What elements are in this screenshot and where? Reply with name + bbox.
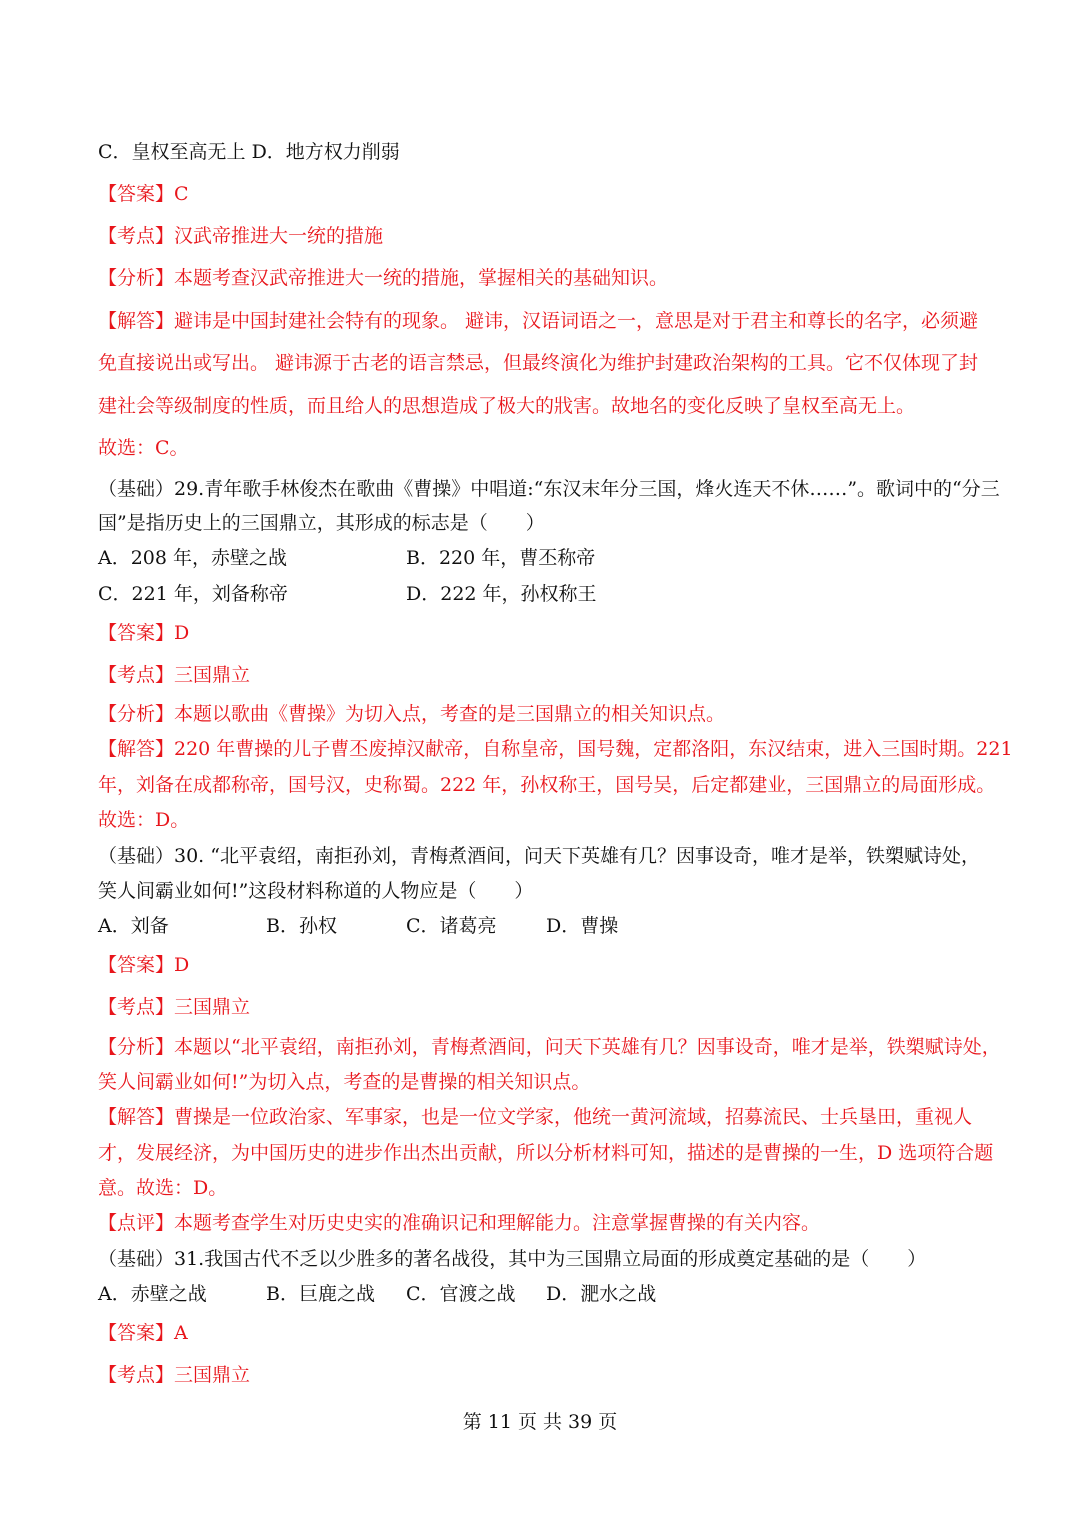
q31-option-c: C．官渡之战 [406, 1283, 516, 1305]
q30-analysis-line: 笑人间霸业如何!”为切入点，考查的是曹操的相关知识点。 [98, 1071, 591, 1093]
q29-stem-line: 国”是指历史上的三国鼎立，其形成的标志是（ ） [98, 512, 545, 534]
q30-option-b: B．孙权 [266, 915, 337, 937]
q30-solution-line: 【解答】曹操是一位政治家、军事家，也是一位文学家，他统一黄河流域，招募流民、士兵垦田，重视人 [98, 1106, 973, 1128]
q30-option-c: C．诸葛亮 [406, 915, 497, 937]
q29-analysis: 【分析】本题以歌曲《曹操》为切入点，考查的是三国鼎立的相关知识点。 [98, 703, 726, 725]
q29-option-a: A．208 年，赤壁之战 [98, 547, 288, 569]
q29-answer: 【答案】D [98, 622, 190, 644]
q30-exam-point: 【考点】三国鼎立 [98, 996, 251, 1018]
q30-option-d: D．曹操 [546, 915, 619, 937]
q28-options-cd: C．皇权至高无上 D．地方权力削弱 [98, 141, 400, 163]
q28-choice: 故选：C。 [98, 437, 189, 459]
q29-stem-line: （基础）29.青年歌手林俊杰在歌曲《曹操》中唱道:“东汉末年分三国，烽火连天不休……”。歌词中的“分三 [98, 478, 1000, 500]
q30-stem-line: 笑人间霸业如何!”这段材料称道的人物应是（ ） [98, 880, 534, 902]
q31-exam-point: 【考点】三国鼎立 [98, 1364, 251, 1386]
q30-comment: 【点评】本题考查学生对历史史实的准确识记和理解能力。注意掌握曹操的有关内容。 [98, 1212, 821, 1234]
q29-solution-line: 故选：D。 [98, 809, 190, 831]
q30-stem-line: （基础）30. “北平袁绍，南拒孙刘，青梅煮酒间，问天下英雄有几？因事设奇，唯才是举，铁槊赋诗处， [98, 845, 980, 867]
q28-analysis: 【分析】本题考查汉武帝推进大一统的措施，掌握相关的基础知识。 [98, 267, 669, 289]
q30-analysis-line: 【分析】本题以“北平袁绍，南拒孙刘，青梅煮酒间，问天下英雄有几？因事设奇，唯才是举，铁槊赋诗处， [98, 1036, 1001, 1058]
q29-exam-point: 【考点】三国鼎立 [98, 664, 251, 686]
q28-exam-point: 【考点】汉武帝推进大一统的措施 [98, 225, 384, 247]
page-footer: 第 11 页 共 39 页 [462, 1411, 618, 1433]
q29-solution-line: 年，刘备在成都称帝，国号汉，史称蜀。222 年，孙权称王，国号吴，后定都建业，三国鼎立的局面形成。 [98, 774, 996, 796]
q31-option-b: B．巨鹿之战 [266, 1283, 375, 1305]
q30-answer: 【答案】D [98, 954, 190, 976]
q28-solution-line: 【解答】避讳是中国封建社会特有的现象。 避讳，汉语词语之一，意思是对于君主和尊长的名字，必须避 [98, 310, 979, 332]
q31-option-a: A．赤壁之战 [98, 1283, 207, 1305]
q29-solution-line: 【解答】220 年曹操的儿子曹丕废掉汉献帝，自称皇帝，国号魏，定都洛阳，东汉结束，进入三国时期。221 [98, 738, 1013, 760]
q28-solution-line: 免直接说出或写出。 避讳源于古老的语言禁忌，但最终演化为维护封建政治架构的工具。它不仅体现了封 [98, 352, 979, 374]
q30-solution-line: 才，发展经济，为中国历史的进步作出杰出贡献，所以分析材料可知，描述的是曹操的一生，D 选项符合题 [98, 1142, 994, 1164]
q30-solution-line: 意。故选：D。 [98, 1177, 228, 1199]
q31-stem: （基础）31.我国古代不乏以少胜多的著名战役，其中为三国鼎立局面的形成奠定基础的是（ ） [98, 1248, 927, 1270]
q30-option-a: A．刘备 [98, 915, 169, 937]
q28-answer: 【答案】C [98, 183, 189, 205]
q28-solution-line: 建社会等级制度的性质，而且给人的思想造成了极大的戕害。故地名的变化反映了皇权至高无上。 [98, 395, 916, 417]
q29-option-c: C．221 年，刘备称帝 [98, 583, 288, 605]
q31-option-d: D．淝水之战 [546, 1283, 657, 1305]
q29-option-d: D．222 年，孙权称王 [406, 583, 597, 605]
q29-option-b: B．220 年，曹丕称帝 [406, 547, 596, 569]
q31-answer: 【答案】A [98, 1322, 188, 1344]
